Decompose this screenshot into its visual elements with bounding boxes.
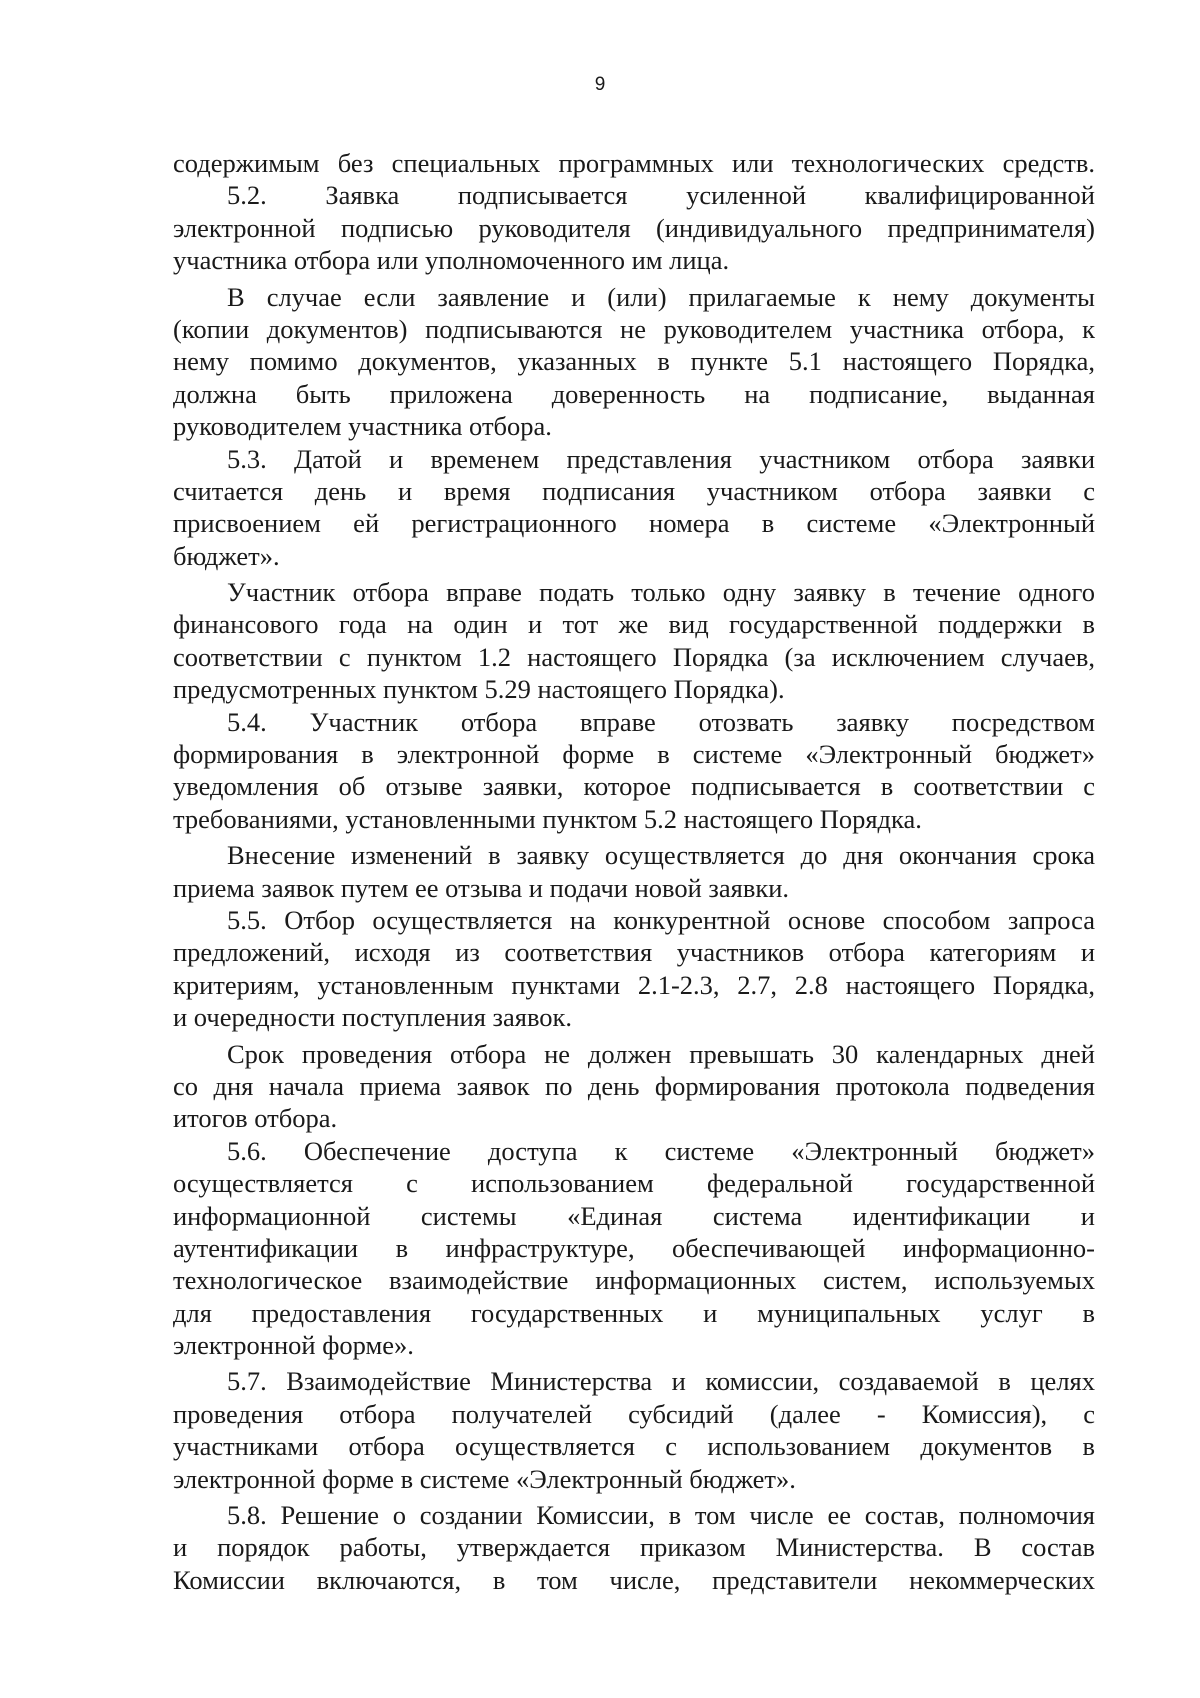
text-line: 5.8. Решение о создании Комиссии, в том числе ее состав, полномочия bbox=[227, 1500, 1095, 1531]
text-line: финансового года на один и тот же вид государственной поддержки в bbox=[173, 609, 1095, 640]
text-line: со дня начала приема заявок по день формирования протокола подведения bbox=[173, 1070, 1095, 1101]
text-line: электронной подписью руководителя (индивидуального предпринимателя) bbox=[173, 212, 1095, 243]
text-line: предусмотренных пунктом 5.29 настоящего Порядка). bbox=[173, 674, 785, 705]
text-line: соответствии с пунктом 1.2 настоящего Порядка (за исключением случаев, bbox=[173, 641, 1095, 672]
text-line: Комиссии включаются, в том числе, представители некоммерческих bbox=[173, 1564, 1095, 1595]
text-line: для предоставления государственных и муниципальных услуг в bbox=[173, 1297, 1095, 1328]
text-line: осуществляется с использованием федеральной государственной bbox=[173, 1168, 1095, 1199]
text-line: Участник отбора вправе подать только одну заявку в течение одного bbox=[227, 577, 1095, 608]
text-line: 5.5. Отбор осуществляется на конкурентной основе способом запроса bbox=[227, 904, 1095, 935]
text-line: участника отбора или уполномоченного им лица. bbox=[173, 245, 730, 276]
text-line: 5.6. Обеспечение доступа к системе «Электронный бюджет» bbox=[227, 1135, 1095, 1166]
text-line: критериям, установленным пунктами 2.1-2.3, 2.7, 2.8 настоящего Порядка, bbox=[173, 969, 1095, 1000]
text-line: проведения отбора получателей субсидий (далее - Комиссия), с bbox=[173, 1398, 1095, 1429]
page-number: 9 bbox=[594, 74, 606, 95]
text-line: (копии документов) подписываются не руководителем участника отбора, к bbox=[173, 313, 1095, 344]
text-line: технологическое взаимодействие информационных систем, используемых bbox=[173, 1265, 1095, 1296]
text-line: и порядок работы, утверждается приказом Министерства. В состав bbox=[173, 1532, 1095, 1563]
text-line: аутентификации в инфраструктуре, обеспечивающей информационно- bbox=[173, 1232, 1095, 1263]
text-line: должна быть приложена доверенность на подписание, выданная bbox=[173, 378, 1095, 409]
text-line: В случае если заявление и (или) прилагаемые к нему документы bbox=[227, 281, 1095, 312]
text-line: формирования в электронной форме в системе «Электронный бюджет» bbox=[173, 739, 1095, 770]
text-line: приема заявок путем ее отзыва и подачи новой заявки. bbox=[173, 872, 790, 903]
text-line: требованиями, установленными пунктом 5.2 настоящего Порядка. bbox=[173, 803, 922, 834]
text-line: 5.2. Заявка подписывается усиленной квалифицированной bbox=[227, 180, 1095, 211]
text-line: предложений, исходя из соответствия участников отбора категориям и bbox=[173, 937, 1095, 968]
text-line: 5.7. Взаимодействие Министерства и комиссии, создаваемой в целях bbox=[227, 1366, 1095, 1397]
text-line: и очередности поступления заявок. bbox=[173, 1002, 573, 1033]
document-body bbox=[173, 147, 1095, 1596]
text-line: бюджет». bbox=[173, 540, 280, 571]
text-line: электронной форме в системе «Электронный бюджет». bbox=[173, 1463, 796, 1494]
text-line: содержимым без специальных программных или технологических средств. bbox=[173, 148, 1095, 178]
text-line: присвоением ей регистрационного номера в системе «Электронный bbox=[173, 508, 1095, 539]
text-line: итогов отбора. bbox=[173, 1103, 338, 1134]
text-line: уведомления об отзыве заявки, которое подписывается в соответствии с bbox=[173, 771, 1095, 802]
text-line: информационной системы «Единая система идентификации и bbox=[173, 1200, 1095, 1231]
text-line: руководителем участника отбора. bbox=[173, 411, 552, 442]
text-line: Внесение изменений в заявку осуществляется до дня окончания срока bbox=[227, 840, 1095, 871]
text-line: 5.3. Датой и временем представления участником отбора заявки bbox=[227, 443, 1095, 474]
text-line: Срок проведения отбора не должен превышать 30 календарных дней bbox=[227, 1038, 1095, 1069]
text-line: 5.4. Участник отбора вправе отозвать заявку посредством bbox=[227, 706, 1095, 737]
text-line: участниками отбора осуществляется с использованием документов в bbox=[173, 1431, 1095, 1462]
text-line: нему помимо документов, указанных в пункте 5.1 настоящего Порядка, bbox=[173, 346, 1095, 377]
text-line: считается день и время подписания участником отбора заявки с bbox=[173, 475, 1095, 506]
text-line: электронной форме». bbox=[173, 1330, 414, 1361]
